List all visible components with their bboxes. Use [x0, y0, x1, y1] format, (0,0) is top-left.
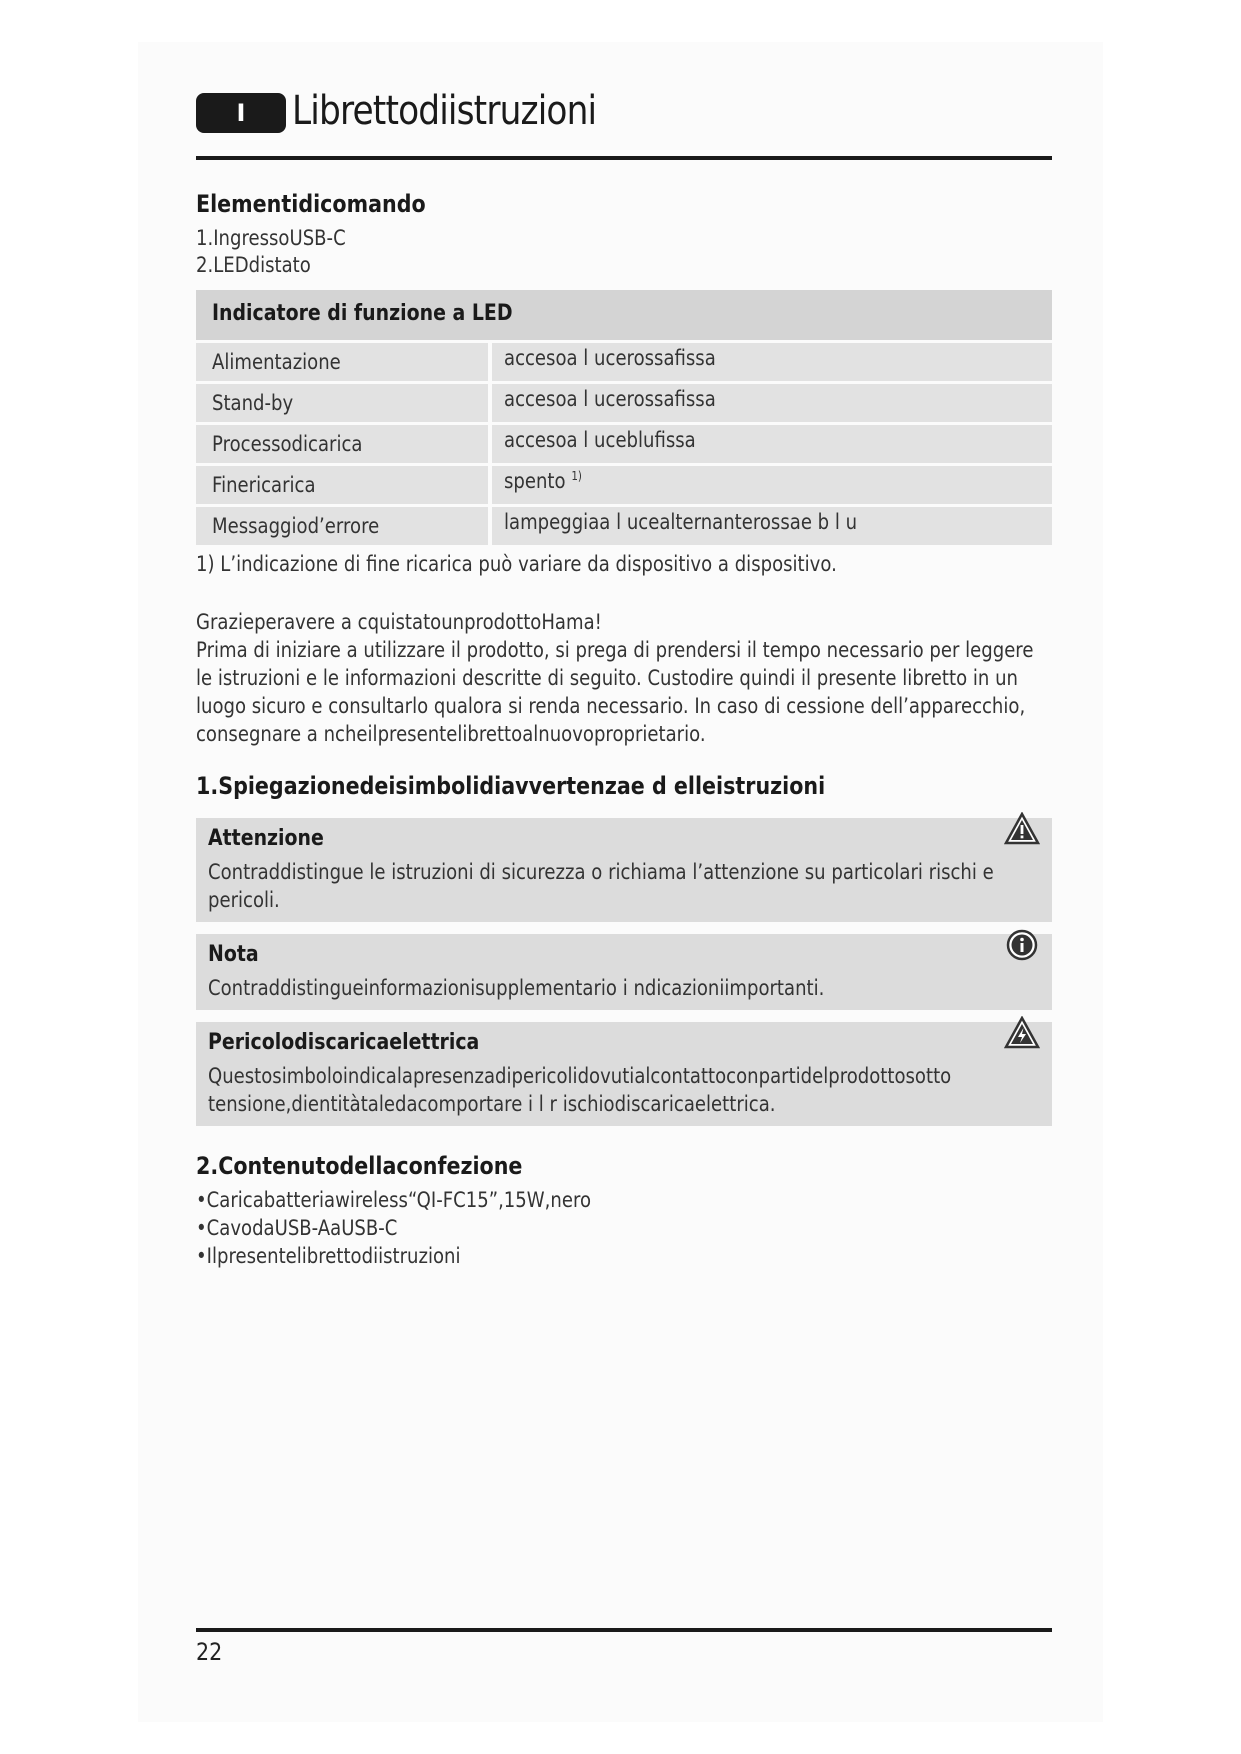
- led-state: Messaggiod’errore: [212, 514, 380, 538]
- table-row: [196, 384, 1052, 422]
- document-title: Librettodiistruzioni: [292, 88, 597, 134]
- led-indication: spento: [504, 469, 566, 493]
- electric-shock-warning-icon: [1004, 1016, 1040, 1050]
- page-number: 22: [196, 1638, 223, 1666]
- attention-box: [196, 818, 1052, 922]
- led-state: Processodicarica: [212, 432, 363, 456]
- table-row: [196, 425, 1052, 463]
- led-state: Finericarica: [212, 473, 316, 497]
- info-circle-icon: [1004, 928, 1040, 962]
- control-item: 1.IngressoUSB-C: [196, 226, 346, 250]
- section1-heading: 1.Spiegazionedeisimbolidiavvertenzae d elleistruzioni: [196, 772, 826, 800]
- electric-shock-box: [196, 1022, 1052, 1126]
- box-title: Attenzione: [208, 826, 324, 851]
- intro-line: le istruzioni e le informazioni descritte di seguito. Custodire quindi il presente libretto in un: [196, 666, 1018, 690]
- table-row: [196, 343, 1052, 381]
- box-text-line: tensione,dientitàtaledacomportare i l r ischiodiscaricaelettrica.: [208, 1092, 776, 1116]
- box-text-line: Questosimboloindicalapresenzadipericolidovutialcontattoconpartidelprodottosotto: [208, 1064, 952, 1088]
- page-header: [196, 90, 1052, 160]
- led-indication: accesoa l ucerossafissa: [504, 346, 716, 370]
- note-box: [196, 934, 1052, 1010]
- intro-line: Grazieperavere a cquistatounprodottoHama!: [196, 610, 602, 634]
- box-text-line: Contraddistingueinformazionisupplementario i ndicazioniimportanti.: [208, 976, 825, 1000]
- box-text-line: Contraddistingue le istruzioni di sicurezza o richiama l’attenzione su particolari rischi e: [208, 860, 994, 884]
- box-text-line: pericoli.: [208, 888, 280, 912]
- list-item: •Caricabatteriawireless“QI-FC15”,15W,nero: [196, 1188, 592, 1212]
- language-badge: I: [196, 93, 286, 133]
- list-item: •CavodaUSB-AaUSB-C: [196, 1216, 398, 1240]
- intro-line: Prima di iniziare a utilizzare il prodotto, si prega di prendersi il tempo necessario per leggere: [196, 638, 1034, 662]
- footnote-marker: 1): [571, 469, 582, 483]
- warning-triangle-icon: [1004, 812, 1040, 846]
- section2-heading: 2.Contenutodellaconfezione: [196, 1152, 523, 1180]
- led-table-header: [196, 290, 1052, 340]
- controls-heading: Elementidicomando: [196, 190, 426, 218]
- control-item: 2.LEDdistato: [196, 253, 311, 277]
- led-table-footnote: 1) L’indicazione di fine ricarica può variare da dispositivo a dispositivo.: [196, 552, 837, 576]
- footer-rule: [196, 1628, 1052, 1632]
- list-item: •Ilpresentelibrettodiistruzioni: [196, 1244, 461, 1268]
- led-indication: accesoa l uceblufissa: [504, 428, 696, 452]
- led-state: Alimentazione: [212, 350, 341, 374]
- header-rule: [196, 156, 1052, 160]
- box-title: Nota: [208, 942, 259, 967]
- led-indication: accesoa l ucerossafissa: [504, 387, 716, 411]
- led-table: [196, 290, 1052, 548]
- led-indication-with-note: [504, 469, 582, 493]
- led-state: Stand-by: [212, 391, 294, 415]
- intro-line: luogo sicuro e consultarlo qualora si renda necessario. In caso di cessione dell’apparecchio,: [196, 694, 1026, 718]
- table-row: [196, 466, 1052, 504]
- table-row: [196, 507, 1052, 545]
- intro-line: consegnare a ncheilpresentelibrettoalnuovoproprietario.: [196, 722, 706, 746]
- box-title: Pericolodiscaricaelettrica: [208, 1030, 480, 1055]
- led-indication: lampeggiaa l ucealternanterossae b l u: [504, 510, 858, 534]
- led-table-title: Indicatore di funzione a LED: [212, 301, 513, 326]
